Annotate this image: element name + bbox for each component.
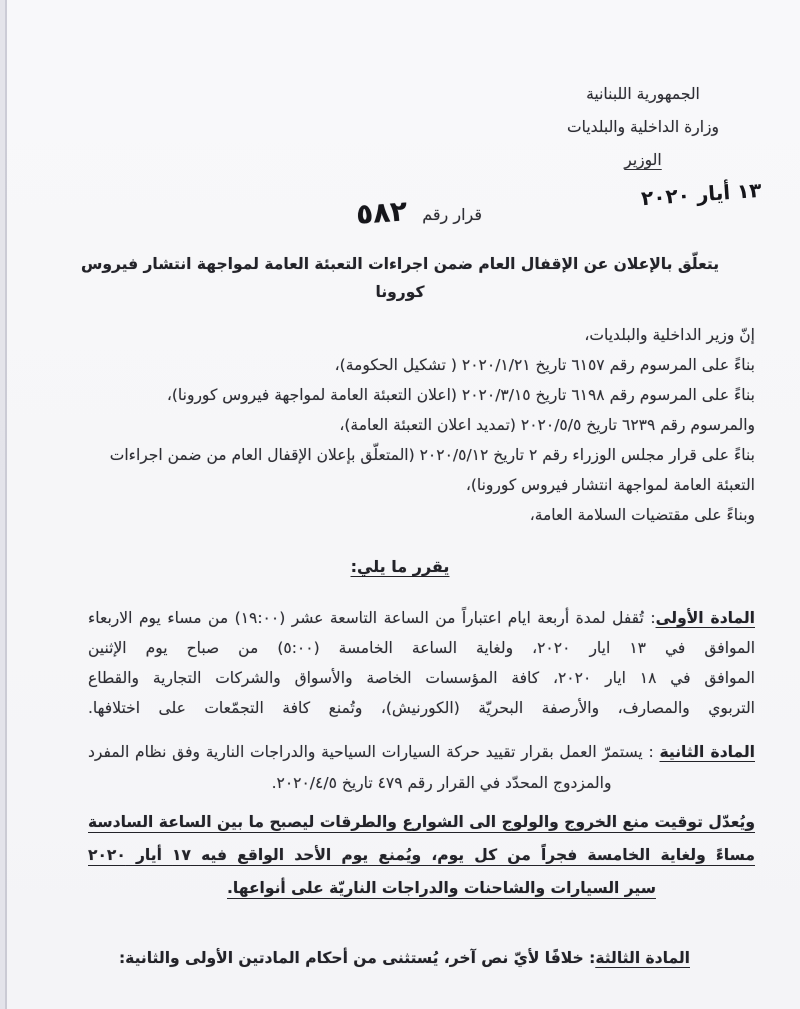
curfew-amendment-line: ويُعدّل توقيت منع الخروج والولوج الى الشوارع والطرقات ليصبح ما بين الساعة السادسة: [88, 813, 755, 831]
preamble-intro: إنّ وزير الداخلية والبلديات،: [584, 326, 755, 344]
article-three-label: المادة الثالثة: [595, 949, 690, 967]
preamble: [45, 320, 755, 530]
article-one-line: التربوي والمصارف، والأرصفة البحريّة (الكورنيش)، وتُمنع كافة التجمّعات على اختلافها.: [88, 699, 755, 717]
article-one-label: المادة الأولى: [655, 609, 755, 627]
preamble-clause: بناءً على المرسوم رقم ٦١٥٧ تاريخ ٢٠٢٠/١/٢١ ( تشكيل الحكومة)،: [334, 356, 755, 374]
article-one-line: الموافق في ١٣ ايار ٢٠٢٠، ولغاية الساعة الخامسة (٥:٠٠) من صباح يوم الإثنين: [88, 639, 755, 657]
article-two-line: والمزدوج المحدّد في القرار رقم ٤٧٩ تاريخ ٢٠٢٠/٤/٥.: [271, 774, 612, 792]
preamble-clause: التعبئة العامة لمواجهة انتشار فيروس كورونا)،: [465, 476, 755, 494]
preamble-clause: بناءً على المرسوم رقم ٦١٩٨ تاريخ ٢٠٢٠/٣/١٥ (اعلان التعبئة العامة لمواجهة فيروس كورونا)،: [166, 386, 755, 404]
curfew-amendment-line: سير السيارات والشاحنات والدراجات الناريّة على أنواعها.: [227, 879, 656, 897]
preamble-clause: والمرسوم رقم ٦٢٣٩ تاريخ ٢٠٢٠/٥/٥ (تمديد اعلان التعبئة العامة)،: [339, 416, 755, 434]
preamble-clause: بناءً على قرار مجلس الوزراء رقم ٢ تاريخ ٢٠٢٠/٥/١٢ (المتعلّق بإعلان الإقفال العام من ضمن اجراءات: [109, 446, 755, 464]
letterhead: [528, 78, 758, 177]
decision-number-label: قرار رقم: [422, 205, 482, 224]
operative-heading: يقرر ما يلي:: [350, 557, 450, 576]
curfew-amendment-paragraph: [88, 806, 755, 905]
letterhead-republic: الجمهورية اللبنانية: [586, 85, 700, 103]
preamble-clause: وبناءً على مقتضيات السلامة العامة،: [529, 506, 755, 524]
handwritten-decision-number: ٥٨٢: [354, 194, 409, 231]
article-two-line: المادة الثانية : يستمرّ العمل بقرار تقييد حركة السيارات السياحية والدراجات النارية وفق نظام المفرد: [88, 743, 755, 761]
decision-number-line: [356, 194, 482, 232]
article-two: [88, 737, 755, 799]
decision-subject: يتعلّق بالإعلان عن الإقفال العام ضمن اجراءات التعبئة العامة لمواجهة انتشار فيروس كورونا: [80, 255, 720, 301]
article-three: المادة الثالثة: خلافًا لأيّ نص آخر، يُستثنى من أحكام المادتين الأولى والثانية:: [118, 949, 690, 967]
article-two-label: المادة الثانية: [659, 743, 755, 761]
letterhead-minister: الوزير: [624, 151, 662, 169]
handwritten-date: ١٣ أيار ٢٠٢٠: [640, 177, 763, 211]
letterhead-ministry: وزارة الداخلية والبلديات: [567, 118, 719, 136]
article-one-line: الموافق في ١٨ ايار ٢٠٢٠، كافة المؤسسات الخاصة والأسواق والشركات التجارية والقطاع: [88, 669, 755, 687]
article-one: [88, 603, 755, 723]
article-one-line: المادة الأولى: تُقفل لمدة أربعة ايام اعتباراً من الساعة التاسعة عشر (١٩:٠٠) من مساء يوم الاربعاء: [88, 609, 755, 627]
curfew-amendment-line: مساءً ولغاية الخامسة فجراً من كل يوم، ويُمنع يوم الأحد الواقع فيه ١٧ أيار ٢٠٢٠: [88, 846, 755, 864]
